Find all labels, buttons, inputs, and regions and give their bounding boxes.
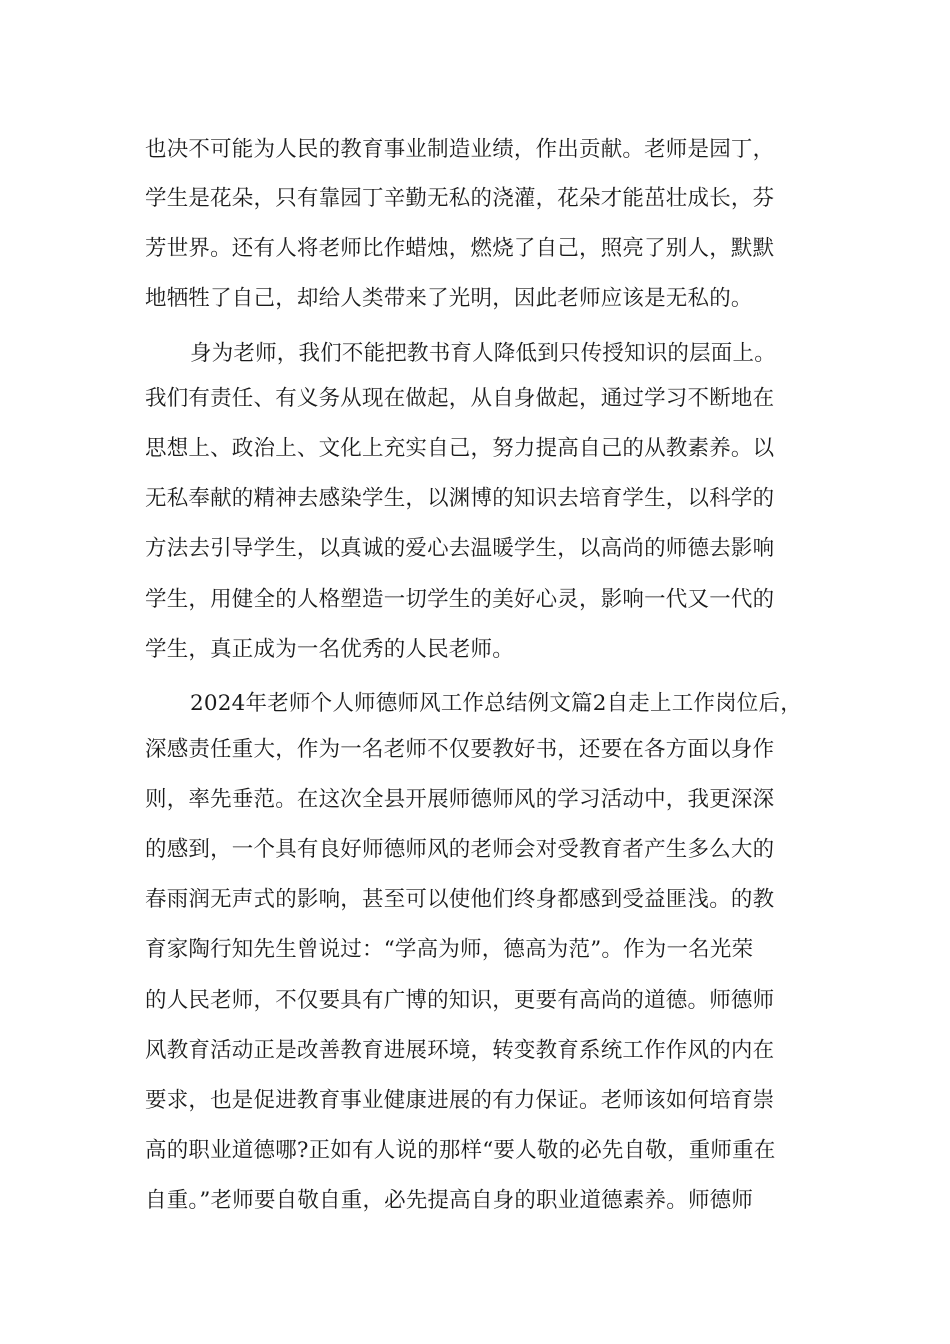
text-line: 育家陶行知先生曾说过：“学高为师，德高为范”。作为一名光荣 xyxy=(145,937,754,962)
text-line: 深感责任重大，作为一名老师不仅要教好书，还要在各方面以身作 xyxy=(145,737,775,762)
text-line: 学生是花朵，只有靠园丁辛勤无私的浇灌，花朵才能茁壮成长，芬 xyxy=(145,186,775,211)
text-line: 方法去引导学生，以真诚的爱心去温暖学生，以高尚的师德去影响 xyxy=(145,536,775,561)
text-line: 高的职业道德哪?正如有人说的那样“要人敬的必先自敬，重师重在 xyxy=(145,1138,776,1163)
text-line: 风教育活动正是改善教育进展环境，转变教育系统工作作风的内在 xyxy=(145,1038,775,1063)
text-line: 无私奉献的精神去感染学生，以渊博的知识去培育学生，以科学的 xyxy=(145,486,775,511)
text-line: 学生，真正成为一名优秀的人民老师。 xyxy=(145,637,514,662)
text-line: 地牺牲了自己，却给人类带来了光明，因此老师应该是无私的。 xyxy=(145,286,753,311)
text-line: 自重。”老师要自敬自重，必先提高自身的职业道德素养。师德师 xyxy=(145,1188,754,1213)
text-line: 身为老师，我们不能把教书育人降低到只传授知识的层面上。 xyxy=(190,341,776,366)
text-line: 春雨润无声式的影响，甚至可以使他们终身都感到受益匪浅。的教 xyxy=(145,887,775,912)
text-line: 的感到，一个具有良好师德师风的老师会对受教育者产生多么大的 xyxy=(145,837,775,862)
text-line: 我们有责任、有义务从现在做起，从自身做起，通过学习不断地在 xyxy=(145,386,775,411)
text-line: 2024年老师个人师德师风工作总结例文篇2自走上工作岗位后， xyxy=(190,691,802,716)
text-line: 也决不可能为人民的教育事业制造业绩，作出贡献。老师是园丁， xyxy=(145,137,775,162)
text-line: 的人民老师，不仅要具有广博的知识，更要有高尚的道德。师德师 xyxy=(145,988,775,1013)
text-line: 思想上、政治上、文化上充实自己，努力提高自己的从教素养。以 xyxy=(145,436,775,461)
text-line: 学生，用健全的人格塑造一切学生的美好心灵，影响一代又一代的 xyxy=(145,587,775,612)
text-line: 芳世界。还有人将老师比作蜡烛，燃烧了自己，照亮了别人，默默 xyxy=(145,236,775,261)
text-line: 则，率先垂范。在这次全县开展师德师风的学习活动中，我更深深 xyxy=(145,787,775,812)
text-line: 要求，也是促进教育事业健康进展的有力保证。老师该如何培育崇 xyxy=(145,1088,775,1113)
